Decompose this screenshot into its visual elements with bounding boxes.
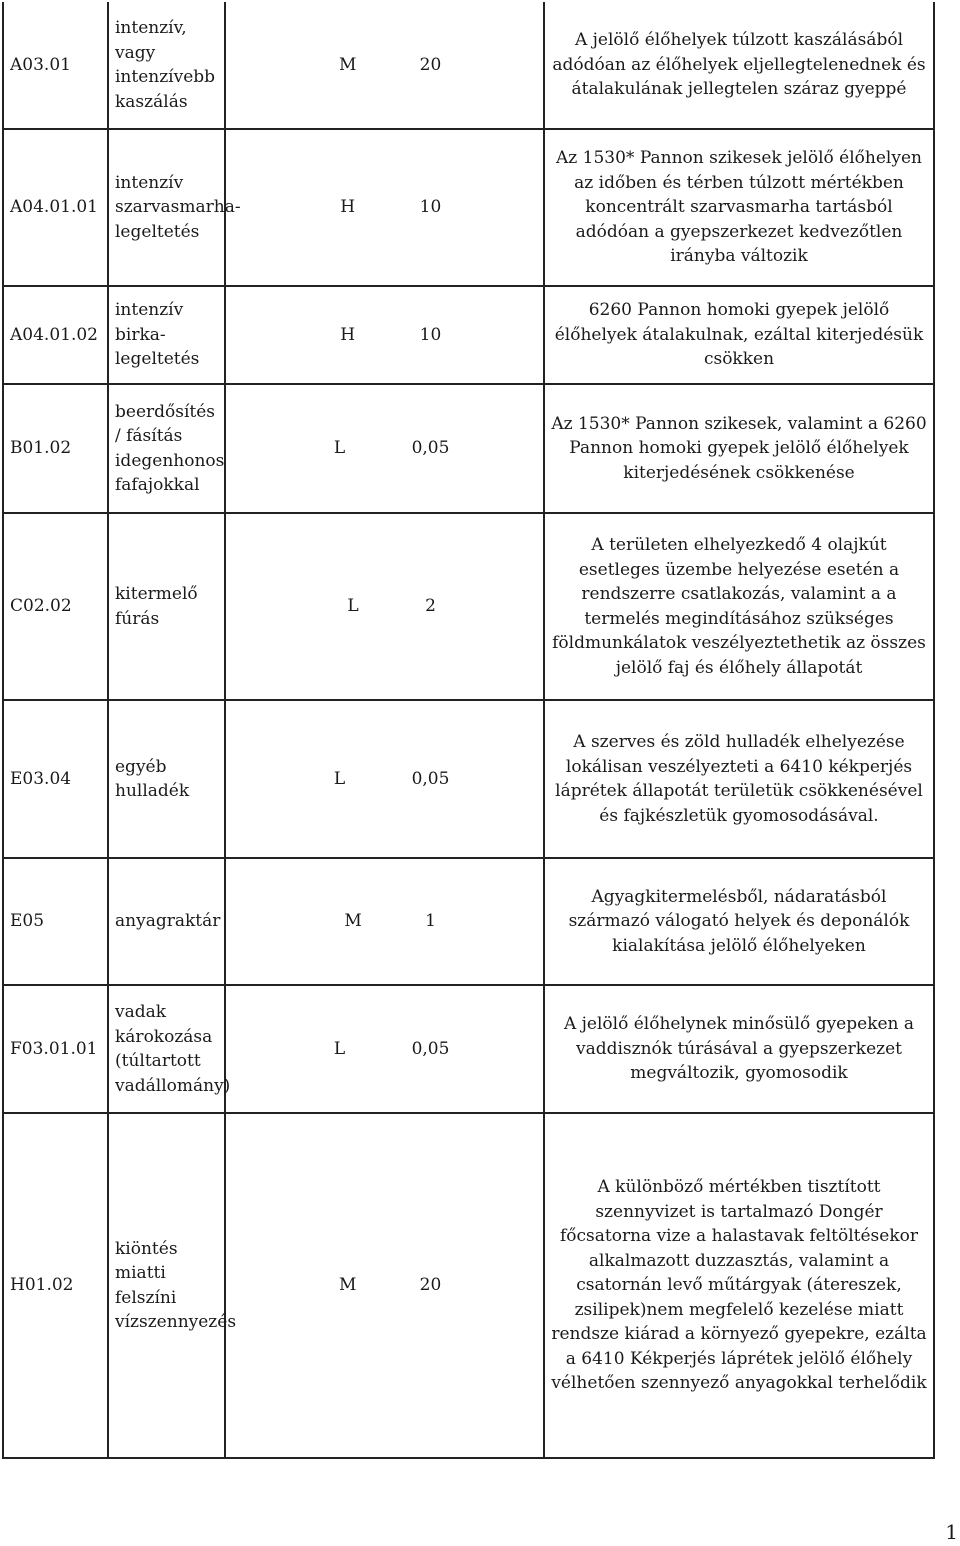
- impact-value: 10: [419, 197, 442, 218]
- impact-value: 1: [425, 911, 436, 932]
- threat-code: B01.02: [3, 384, 108, 513]
- impact-level: M: [338, 54, 357, 75]
- table-row: [3, 286, 934, 384]
- threat-code: E05: [3, 858, 108, 985]
- threat-effect: A területen elhelyezkedő 4 olajkút esetleges üzembe helyezése esetén a rendszerre csatlakozás, valamint a a termelés megindításához szükséges földmunkálatok veszélyeztethetik az összes jelölő faj és élőhely állapotát: [544, 513, 934, 700]
- impact-level: H: [340, 324, 356, 345]
- threat-code: C02.02: [3, 513, 108, 700]
- impact-value: 0,05: [411, 768, 450, 789]
- threat-effect: A jelölő élőhelynek minősülő gyepeken a vaddisznók túrásával a gyepszerkezet megváltozik, gyomosodik: [544, 985, 934, 1113]
- impact-value: 20: [419, 54, 442, 75]
- impact-level: L: [333, 1038, 346, 1059]
- threat-effect: A szerves és zöld hulladék elhelyezése lokálisan veszélyezteti a 6410 kékperjés láprétek állapotát területük csökkenésével és fajkészletük gyomosodásával.: [544, 700, 934, 858]
- impact-value: 20: [419, 1275, 442, 1296]
- threat-name: kiöntés miatti felszíni vízszennyezés: [108, 1113, 225, 1458]
- table-row: [3, 858, 934, 985]
- threat-effect: A különböző mértékben tisztított szennyvizet is tartalmazó Dongér főcsatorna vize a halastavak feltöltésekor alkalmazott duzzasztás, valamint a csatornán levő műtárgyak (átereszek, zsilipek)nem megfelelő kezelése miatt rendsze kiárad a környező gyepekre, ezálta a 6410 Kékperjés láprétek jelölő élőhely vélhetően szennyező anyagokkal terhelődik: [544, 1113, 934, 1458]
- threat-table: [2, 2, 935, 1459]
- table-row: [3, 700, 934, 858]
- threat-effect: Az 1530* Pannon szikesek jelölő élőhelyen az időben és térben túlzott mértékben koncentrált szarvasmarha tartásból adódóan a gyepszerkezet kedvezőtlen irányba változik: [544, 129, 934, 286]
- threat-effect: Az 1530* Pannon szikesek, valamint a 6260 Pannon homoki gyepek jelölő élőhelyek kiterjedésének csökkenése: [544, 384, 934, 513]
- page-number: 1: [945, 1519, 958, 1544]
- table-row: [3, 384, 934, 513]
- table-row: [3, 2, 934, 129]
- impact-level: L: [333, 768, 346, 789]
- impact-cell: [225, 384, 544, 513]
- impact-value: 10: [419, 324, 442, 345]
- impact-cell: [225, 2, 544, 129]
- impact-level: H: [340, 197, 356, 218]
- impact-cell: [225, 1113, 544, 1458]
- impact-cell: [225, 129, 544, 286]
- threat-code: A04.01.01: [3, 129, 108, 286]
- impact-value: 2: [425, 596, 436, 617]
- threat-code: F03.01.01: [3, 985, 108, 1113]
- threat-name: egyéb hulladék: [108, 700, 225, 858]
- impact-value: 0,05: [411, 1038, 450, 1059]
- threat-name: anyagraktár: [108, 858, 225, 985]
- impact-cell: [225, 700, 544, 858]
- threat-code: A04.01.02: [3, 286, 108, 384]
- threat-name: intenzív birka-legeltetés: [108, 286, 225, 384]
- impact-cell: [225, 513, 544, 700]
- impact-cell: [225, 286, 544, 384]
- threat-effect: Agyagkitermelésből, nádaratásból származó válogató helyek és deponálók kialakítása jelölő élőhelyeken: [544, 858, 934, 985]
- threat-name: intenzív, vagy intenzívebb kaszálás: [108, 2, 225, 129]
- threat-name: vadak károkozása (túltartott vadállomány): [108, 985, 225, 1113]
- table-row: [3, 129, 934, 286]
- table-row: [3, 985, 934, 1113]
- table-row: [3, 1113, 934, 1458]
- threat-code: E03.04: [3, 700, 108, 858]
- table-row: [3, 513, 934, 700]
- impact-level: L: [347, 596, 359, 617]
- threat-code: H01.02: [3, 1113, 108, 1458]
- threat-name: beerdősítés / fásítás idegenhonos fafajokkal: [108, 384, 225, 513]
- threat-name: intenzív szarvasmarha-legeltetés: [108, 129, 225, 286]
- threat-name: kitermelő fúrás: [108, 513, 225, 700]
- impact-level: L: [333, 438, 346, 459]
- impact-cell: [225, 858, 544, 985]
- impact-value: 0,05: [411, 438, 450, 459]
- threat-code: A03.01: [3, 2, 108, 129]
- threat-effect: 6260 Pannon homoki gyepek jelölő élőhelyek átalakulnak, ezáltal kiterjedésük csökken: [544, 286, 934, 384]
- threat-effect: A jelölő élőhelyek túlzott kaszálásából adódóan az élőhelyek eljellegtelenednek és átalakulának jellegtelen száraz gyeppé: [544, 2, 934, 129]
- impact-cell: [225, 985, 544, 1113]
- impact-level: M: [344, 911, 362, 932]
- impact-level: M: [338, 1275, 357, 1296]
